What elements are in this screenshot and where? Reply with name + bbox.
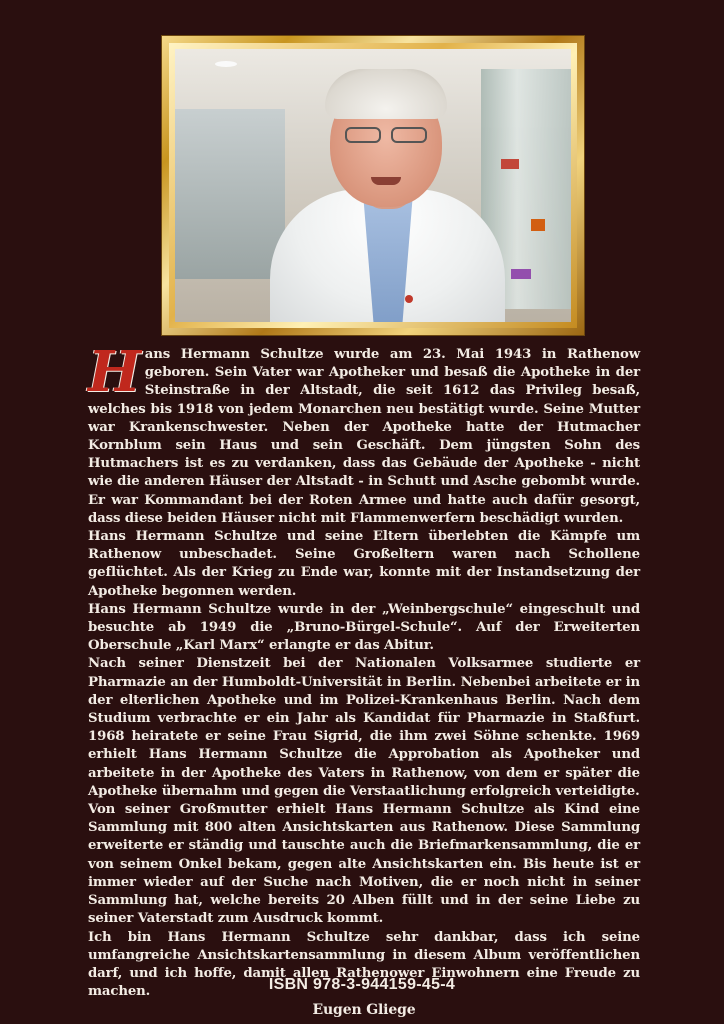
- biography-paragraph: Hans Hermann Schultze wurde in der „Weinbergschule“ eingeschult und besuchte ab 1949 die „Bruno-Bürgel-Schule“. Auf der Erweiterten Oberschule „Karl Marx“ erlangte er das Abitur.: [88, 601, 640, 654]
- mouth: [371, 177, 401, 185]
- portrait-frame-inner: [169, 43, 577, 328]
- biography-paragraph: Von seiner Großmutter erhielt Hans Hermann Schultze als Kind eine Sammlung mit 800 alten Ansichtskarten aus Rathenow. Diese Sammlung erweiterte er ständig und tauschte auch die Briefmarkensammlung, die er von seinem Onkel bekam, gegen alte Ansichtskarten ein. Bis heute ist er immer wieder auf der Suche nach Motiven, die er noch nicht in seiner Sammlung hat, welche bereits 20 Alben füllt und in der seine Liebe zu seiner Vaterstadt zum Ausdruck kommt.: [88, 802, 640, 927]
- biography-paragraph: Hans Hermann Schultze wurde am 23. Mai 1943 in Rathenow geboren. Sein Vater war Apotheker und besaß die Apotheke in der Steinstraße in der Altstadt, die seit 1612 das Privileg besaß, welches bis 1918 von jedem Monarchen neu bestätigt wurde. Seine Mutter war Krankenschwester. Neben der Apotheke hatte der Hutmacher Kornblum sein Haus und sein Geschäft. Dem jüngsten Sohn des Hutmachers ist es zu verdanken, dass das Gebäude der Apotheke - nicht wie die anderen Häuser der Altstadt - in Schutt und Asche gebombt wurde. Er war Kommandant bei der Roten Armee und hatte auch dafür gesorgt, dass diese beiden Häuser nicht mit Flammenwerfern beschädigt wurden.: [88, 339, 640, 526]
- portrait-photo: [175, 49, 571, 322]
- biography-paragraph: Nach seiner Dienstzeit bei der Nationalen Volksarmee studierte er Pharmazie an der Humboldt-Universität in Berlin. Nebenbei arbeitete er in der elterlichen Apotheke und im Polizei-Krankenhaus Berlin. Nach dem Studium verbrachte er ein Jahr als Kandidat für Pharmazie in Staßfurt. 1968 heiratete er seine Frau Sigrid, die ihm zwei Söhne schenkte. 1969 erhielt Hans Hermann Schultze die Approbation als Apotheker und arbeitete in der Apotheke des Vaters in Rathenow, von dem er später die Apotheke übernahm und gegen die Verstaatlichung erfolgreich verteidigte.: [88, 656, 640, 799]
- biography-paragraph: Ich bin Hans Hermann Schultze sehr dankbar, dass ich seine umfangreiche Ansichtskartensammlung in diesem Album veröffentlichen darf, und ich hoffe, damit allen Rathenower Einwohnern eine Freude zu machen.: [88, 929, 640, 1000]
- biography-paragraph: Hans Hermann Schultze und seine Eltern überlebten die Kämpfe um Rathenow unbeschadet. Seine Großeltern waren nach Schollene geflüchtet. Als der Krieg zu Ende war, konnte mit der Instandsetzung der Apotheke begonnen werden.: [88, 529, 640, 599]
- dropcap-letter: H: [88, 339, 141, 405]
- ceiling-light: [215, 61, 237, 67]
- glasses-icon: [345, 127, 429, 145]
- isbn-number: ISBN 978-3-944159-45-4: [268, 976, 456, 993]
- background-wall: [175, 109, 285, 279]
- white-hair: [325, 69, 447, 119]
- biography-text: [88, 339, 640, 1020]
- coat-badge: [405, 295, 413, 303]
- author-signature: Eugen Gliege: [312, 1002, 416, 1019]
- portrait-frame: [161, 35, 585, 336]
